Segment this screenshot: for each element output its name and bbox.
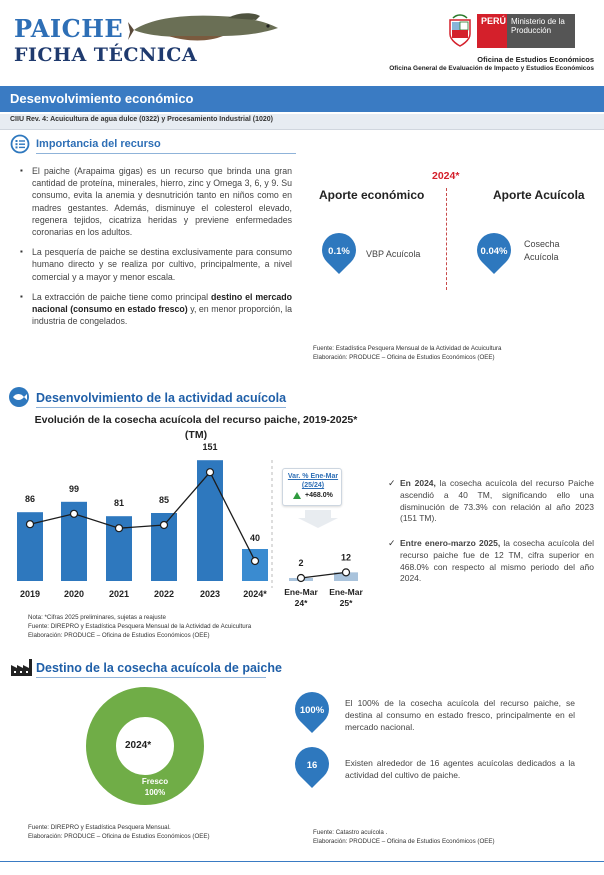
highlight-2025-text: la cosecha acuícola del recurso paiche fue de 12 TM, cifra superior en 468.0% con respecto al mismo periodo del año 2024. (400, 538, 594, 584)
check-icon: ✓ (388, 478, 396, 488)
series-point (116, 525, 123, 532)
cosecha-value: 0.04% (480, 246, 508, 257)
list-item (20, 291, 292, 328)
highlight-2024 (388, 478, 594, 525)
paiche-fish-image (128, 6, 283, 48)
bar-value-label: 2 (298, 558, 304, 568)
section-band-title: Desenvolvimiento económico (10, 91, 194, 106)
list-item: ▪ El paiche (Arapaima gigas) es un recurso que brinda una gran cantidad de proteína, minerales, hierro, zinc y Omega 3, 6, y 9. Su consumo, evita la anemia y desnutrición tanto en niños como en madres gestantes. Además, disminuye el colesterol elevado, regenera tejidos, cicatriza heridas y previene enfermedades coronarias en los adultos. (20, 165, 292, 238)
bar-value-label: 40 (249, 533, 261, 543)
chart-bar (197, 460, 223, 581)
destino-source-left (28, 823, 210, 841)
heading-underline (36, 153, 296, 154)
heading-underline (36, 677, 266, 678)
source-line: Fuente: Estadística Pesquera Mensual de la Actividad de Acuicultura (313, 345, 502, 352)
bar-value-label: 86 (24, 494, 36, 505)
bullet3-text-b: destino el mercado nacional (consumo en estado fresco) (32, 291, 292, 315)
cosecha-label-line1: Cosecha (524, 239, 560, 249)
source-line: Fuente: DIREPRO y Estadística Pesquera Mensual. (28, 824, 171, 831)
x-tick-label: 2020 (63, 589, 85, 599)
ministry-logo (447, 14, 575, 48)
destino-heading: Destino de la cosecha acuícola de paiche (36, 661, 282, 675)
callout-value: +468.0% (305, 492, 333, 499)
bar-value-label: 85 (158, 495, 170, 505)
chart-title (26, 413, 366, 443)
page-subtitle: FICHA TÉCNICA (14, 44, 198, 66)
pin1-value: 100% (299, 705, 325, 716)
x-tick-label: Ene-Mar (284, 587, 318, 597)
note-line: Elaboración: PRODUCE – Oficina de Estudios Económicos (OEE) (28, 632, 210, 639)
cosecha-label (524, 238, 560, 264)
aporte-source (313, 344, 502, 362)
vbp-value: 0.1% (328, 246, 350, 257)
bullet3-text-c: y, en menor proporción, la industria de congelados. (32, 304, 292, 327)
callout-title: Var. % Ene-Mar (25/24) (287, 473, 339, 489)
down-arrow-shape (298, 510, 338, 528)
bar-value-label: 12 (340, 552, 352, 563)
cosecha-label-line2: Acuícola (524, 252, 559, 262)
x-tick-label: 2022 (153, 589, 175, 599)
aporte-year: 2024* (432, 170, 460, 182)
x-tick-label: 24* (294, 598, 308, 608)
pin1-text: El 100% de la cosecha acuícola del recurso paiche, se destina al consumo en estado fresco, principalmente en el mercado nacional. (345, 698, 575, 732)
x-tick-label: 2024* (243, 589, 267, 599)
source-line: Elaboración: PRODUCE – Oficina de Estudios Económicos (OEE) (313, 354, 495, 361)
cosecha-chart (0, 440, 370, 615)
office-name: Oficina de Estudios Económicos (477, 55, 594, 64)
source-line: Elaboración: PRODUCE – Oficina de Estudios Económicos (OEE) (313, 838, 495, 845)
destino-source-right (313, 828, 495, 846)
pin2-value: 16 (306, 760, 318, 771)
highlight-2024-lead: En 2024, (400, 478, 436, 488)
source-line: Elaboración: PRODUCE – Oficina de Estudios Económicos (OEE) (28, 833, 210, 840)
donut-slice-label (140, 776, 170, 798)
donut-center-label: 2024* (125, 740, 152, 751)
list-icon (10, 134, 30, 154)
chart-title-line2: (TM) (184, 429, 208, 441)
source-line: Fuente: Catastro acuícola . (313, 829, 388, 836)
series-point (343, 569, 350, 576)
series-point (298, 575, 305, 582)
importancia-list (20, 165, 292, 335)
coat-of-arms-icon (447, 14, 473, 48)
list-item: ▪ La pesquería de paiche se destina exclusivamente para consumo humano directo y se realiza por cultivo, principalmente, a nivel comercial y a mayor y menor escala. (20, 246, 292, 283)
bullet3-text-a: La extracción de paiche tiene como principal (32, 291, 211, 302)
highlight-2024-text: la cosecha acuícola del recurso Paiche ascendió a 40 TM, significando ello una disminución de 73.3% con relación al año 2023 (151 TM). (400, 478, 595, 524)
office-general-name: Oficina General de Evaluación de Impacto y Estudios Económicos (389, 65, 594, 72)
donut-label-text: Fresco (141, 777, 169, 786)
vbp-label: VBP Acuícola (366, 249, 421, 259)
ciiu-text: CIIU Rev. 4: Acuicultura de agua dulce (0322) y Procesamiento Industrial (1020) (10, 116, 273, 123)
series-point (27, 521, 34, 528)
x-tick-label: 2019 (19, 589, 41, 599)
importancia-heading: Importancia del recurso (36, 138, 161, 150)
page-title: PAICHE (14, 14, 124, 43)
aporte-divider (446, 188, 447, 290)
note-line: Nota: *Cifras 2025 preliminares, sujetas a reajuste (28, 614, 166, 621)
chart-title-line1: Evolución de la cosecha acuícola del recurso paiche, 2019-2025* (34, 414, 358, 426)
aporte-acuicola-title: Aporte Acuícola (493, 188, 585, 202)
footer-rule (0, 861, 604, 862)
bar-value-label: 81 (113, 498, 125, 509)
bar-value-label: 151 (202, 442, 218, 453)
x-tick-label: 2021 (108, 589, 130, 599)
actividad-heading: Desenvolvimiento de la actividad acuícola (36, 391, 287, 405)
aporte-economico-title: Aporte económico (319, 188, 425, 202)
ministry-label: Ministerio de la Producción (507, 14, 575, 48)
up-triangle-icon (293, 492, 301, 499)
x-tick-label: 2023 (199, 589, 221, 599)
heading-underline (36, 407, 286, 408)
series-point (71, 510, 78, 517)
series-point (252, 558, 259, 565)
bar-value-label: 99 (68, 483, 80, 494)
donut-label-pct: 100% (144, 788, 166, 797)
factory-icon (10, 657, 34, 677)
highlight-2025 (388, 538, 594, 585)
chart-notes (28, 613, 251, 640)
fish-icon (8, 386, 30, 408)
highlight-2025-lead: Entre enero-marzo 2025, (400, 538, 501, 548)
series-point (207, 469, 214, 476)
peru-label: PERÚ (477, 14, 507, 48)
series-point (161, 522, 168, 529)
x-tick-label: Ene-Mar (329, 587, 363, 597)
note-line: Fuente: DIREPRO y Estadística Pesquera Mensual de la Actividad de Acuicultura (28, 623, 252, 630)
pin2-text: Existen alrededor de 16 agentes acuícolas dedicados a la actividad del cultivo de paiche. (345, 758, 575, 780)
check-icon: ✓ (388, 538, 396, 548)
x-tick-label: 25* (339, 598, 353, 608)
